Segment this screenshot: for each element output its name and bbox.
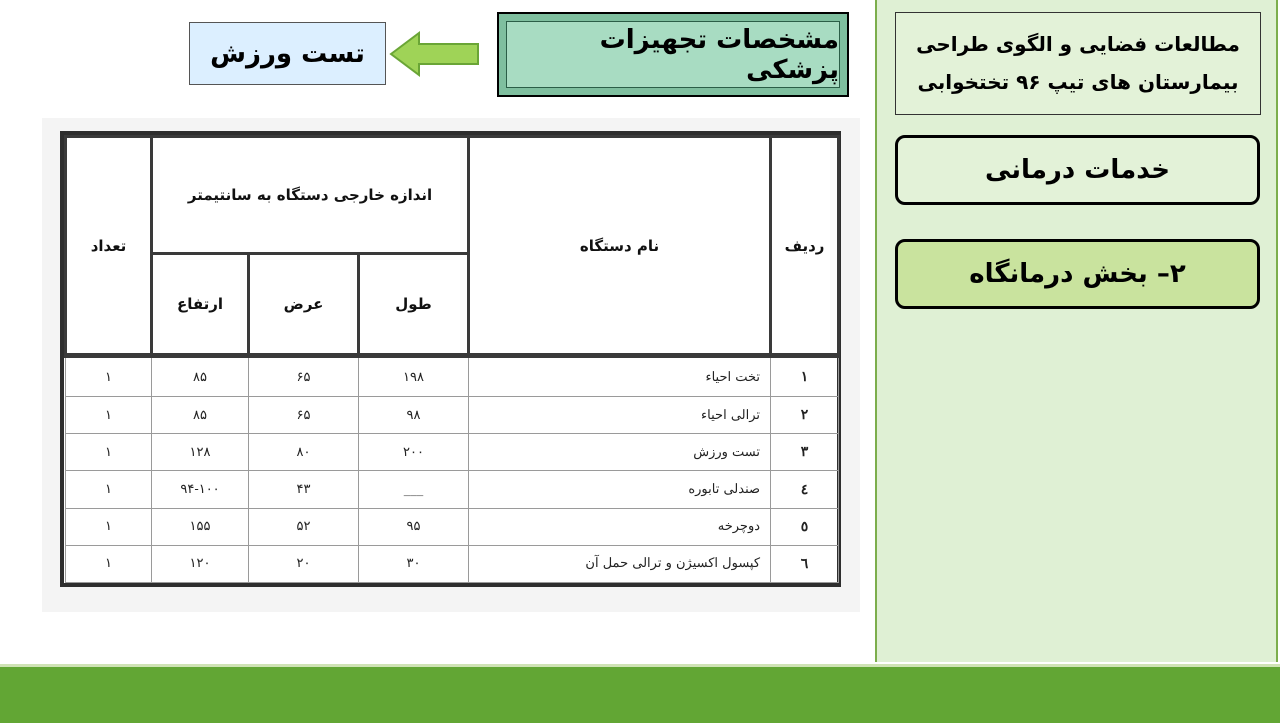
height-cell: ۸۵ — [152, 397, 249, 434]
header-length: طول — [359, 254, 469, 356]
row-no-cell: ٤ — [771, 471, 839, 508]
count-cell: ۱ — [66, 471, 152, 508]
header-dimensions: اندازه خارجی دستگاه به سانتیمتر — [152, 137, 469, 254]
table-row — [66, 434, 839, 471]
table-row — [66, 471, 839, 508]
length-cell: ۲۰۰ — [359, 434, 469, 471]
row-no-cell: ٥ — [771, 508, 839, 545]
section-title-box — [497, 12, 849, 97]
count-cell: ۱ — [66, 508, 152, 545]
table-row — [66, 356, 839, 397]
row-no-cell: ۲ — [771, 397, 839, 434]
length-cell: ۱۹۸ — [359, 356, 469, 397]
height-cell: ۱۵۵ — [152, 508, 249, 545]
row-no-cell: ۱ — [771, 356, 839, 397]
header-device-name: نام دستگاه — [469, 137, 771, 356]
width-cell: ۶۵ — [249, 397, 359, 434]
count-cell: ۱ — [66, 397, 152, 434]
project-title-line-2: بیمارستان های تیپ ۹۶ تختخوابی — [917, 70, 1239, 94]
count-cell: ۱ — [66, 356, 152, 397]
length-cell: ___ — [359, 471, 469, 508]
left-arrow-icon — [389, 30, 481, 78]
count-cell: ۱ — [66, 434, 152, 471]
length-cell: ۹۵ — [359, 508, 469, 545]
height-cell: ۱۲۸ — [152, 434, 249, 471]
header-height: ارتفاع — [152, 254, 249, 356]
medical-services-label: خدمات درمانی — [984, 155, 1171, 185]
table-row — [66, 545, 839, 582]
length-cell: ۹۸ — [359, 397, 469, 434]
equipment-table — [64, 135, 840, 583]
device-name-cell: کپسول اکسیژن و ترالی حمل آن — [469, 545, 771, 582]
device-name-cell: دوچرخه — [469, 508, 771, 545]
clinic-section-button[interactable] — [895, 239, 1260, 309]
section-title: مشخصات تجهیزات پزشکی — [599, 24, 839, 85]
count-cell: ۱ — [66, 545, 152, 582]
table-row — [66, 508, 839, 545]
device-name-cell: ترالی احیاء — [469, 397, 771, 434]
equipment-table-frame — [60, 131, 841, 587]
width-cell: ۴۳ — [249, 471, 359, 508]
width-cell: ۵۲ — [249, 508, 359, 545]
table-row — [66, 397, 839, 434]
header-row-no: ردیف — [771, 137, 839, 356]
height-cell: ۹۴-۱۰۰ — [152, 471, 249, 508]
row-no-cell: ۳ — [771, 434, 839, 471]
width-cell: ۲۰ — [249, 545, 359, 582]
current-item-box[interactable] — [189, 22, 386, 85]
length-cell: ۳۰ — [359, 545, 469, 582]
height-cell: ۸۵ — [152, 356, 249, 397]
header-width: عرض — [249, 254, 359, 356]
device-name-cell: تخت احیاء — [469, 356, 771, 397]
device-name-cell: صندلی تابوره — [469, 471, 771, 508]
clinic-section-label: ۲– بخش درمانگاه — [969, 259, 1186, 289]
device-name-cell: تست ورزش — [469, 434, 771, 471]
medical-services-button[interactable] — [895, 135, 1260, 205]
project-title-line-1: مطالعات فضایی و الگوی طراحی — [916, 32, 1240, 56]
header-count: تعداد — [66, 137, 152, 356]
current-item-label: تست ورزش — [210, 38, 365, 69]
width-cell: ۸۰ — [249, 434, 359, 471]
width-cell: ۶۵ — [249, 356, 359, 397]
footer-bar — [0, 664, 1280, 723]
project-title — [895, 12, 1261, 115]
height-cell: ۱۲۰ — [152, 545, 249, 582]
row-no-cell: ٦ — [771, 545, 839, 582]
